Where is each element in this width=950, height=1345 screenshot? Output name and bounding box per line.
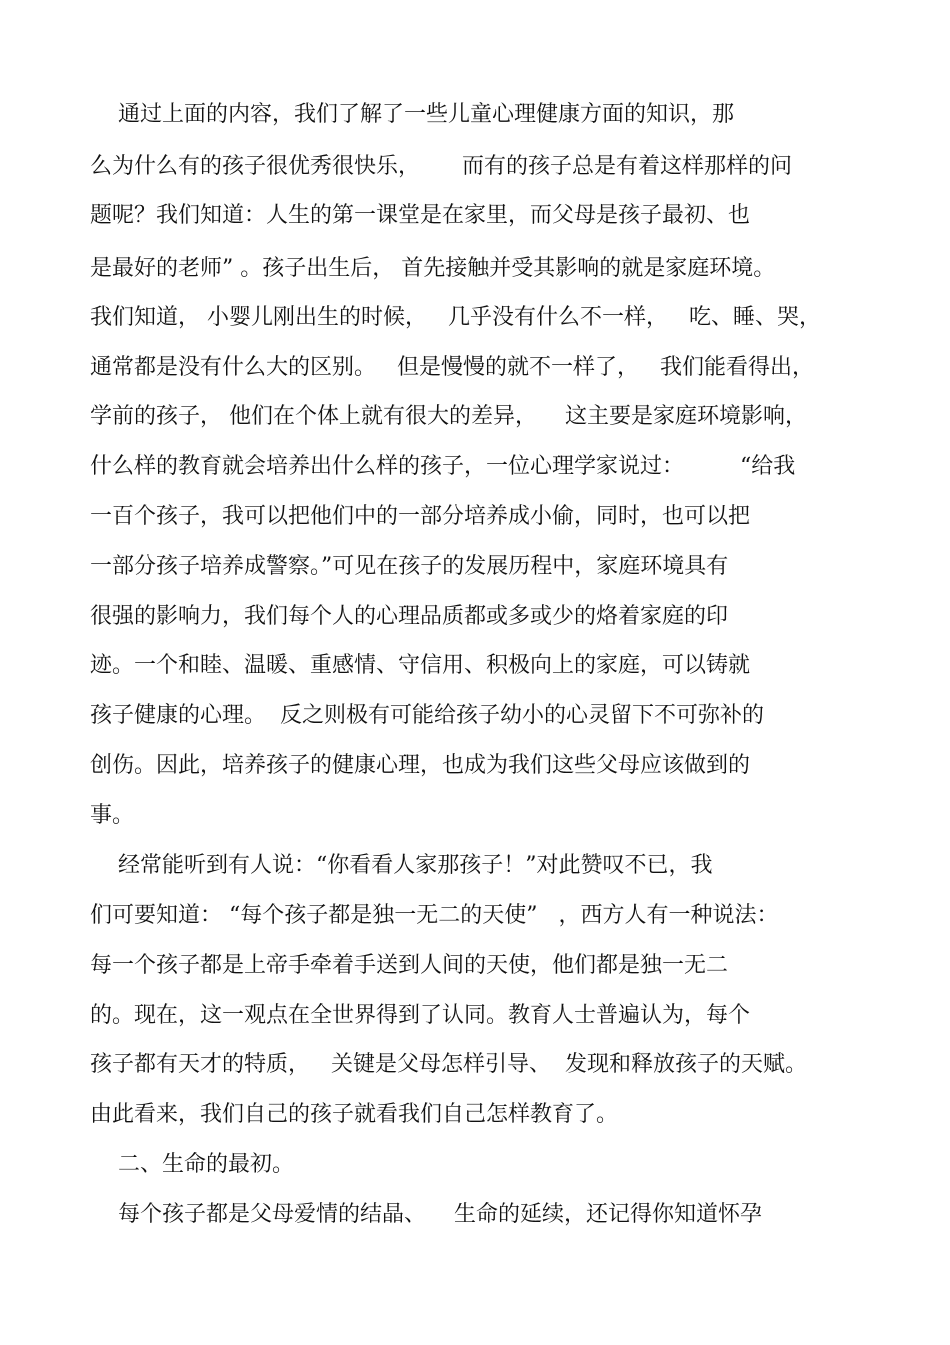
paragraph-line: 经常能听到有人说：“你看看人家那孩子！”对此赞叹不已，我 <box>90 853 713 878</box>
section-heading: 二、生命的最初。 <box>90 1152 294 1177</box>
paragraph-line: 每一个孩子都是上帝手牵着手送到人间的天使，他们都是独一无二 <box>90 953 729 978</box>
paragraph-line: 一部分孩子培养成警察。”可见在孩子的发展历程中，家庭环境具有 <box>90 554 729 579</box>
paragraph-line: 我们知道， 小婴儿刚出生的时候， 几乎没有什么不一样， 吃、睡、哭， <box>90 305 821 330</box>
paragraph-line: 由此看来，我们自己的孩子就看我们自己怎样教育了。 <box>90 1102 619 1127</box>
paragraph-line: 孩子都有天才的特质， 关键是父母怎样引导、 发现和释放孩子的天赋。 <box>90 1052 807 1077</box>
paragraph-line: 一百个孩子，我可以把他们中的一部分培养成小偷，同时，也可以把 <box>90 504 751 529</box>
paragraph-line: 迹。一个和睦、温暖、重感情、守信用、积极向上的家庭，可以铸就 <box>90 653 751 678</box>
paragraph-line: 每个孩子都是父母爱情的结晶、 生命的延续，还记得你知道怀孕 <box>90 1202 762 1227</box>
paragraph-line: 题呢？我们知道：人生的第一课堂是在家里，而父母是孩子最初、也 <box>90 203 751 228</box>
paragraph-line: 什么样的教育就会培养出什么样的孩子，一位心理学家说过： “给我 <box>90 454 796 479</box>
paragraph-line: 孩子健康的心理。 反之则极有可能给孩子幼小的心灵留下不可弥补的 <box>90 703 764 728</box>
paragraph-line: 事。 <box>90 803 135 828</box>
paragraph-line: 通常都是没有什么大的区别。 但是慢慢的就不一样了， 我们能看得出， <box>90 355 814 380</box>
paragraph-line: 通过上面的内容，我们了解了一些儿童心理健康方面的知识，那 <box>90 102 734 127</box>
paragraph-line: 很强的影响力，我们每个人的心理品质都或多或少的烙着家庭的印 <box>90 604 729 629</box>
paragraph-line: 学前的孩子， 他们在个体上就有很大的差异， 这主要是家庭环境影响， <box>90 404 807 429</box>
paragraph-line: 么为什么有的孩子很优秀很快乐， 而有的孩子总是有着这样那样的问 <box>90 154 792 179</box>
paragraph-line: 的。现在，这一观点在全世界得到了认同。教育人士普遍认为，每个 <box>90 1003 751 1028</box>
paragraph-line: 创伤。因此，培养孩子的健康心理，也成为我们这些父母应该做到的 <box>90 753 751 778</box>
paragraph-line: 是最好的老师” 。孩子出生后， 首先接触并受其影响的就是家庭环境。 <box>90 256 776 281</box>
paragraph-line: 们可要知道： “每个孩子都是独一无二的天使” ，西方人有一种说法： <box>90 903 779 928</box>
